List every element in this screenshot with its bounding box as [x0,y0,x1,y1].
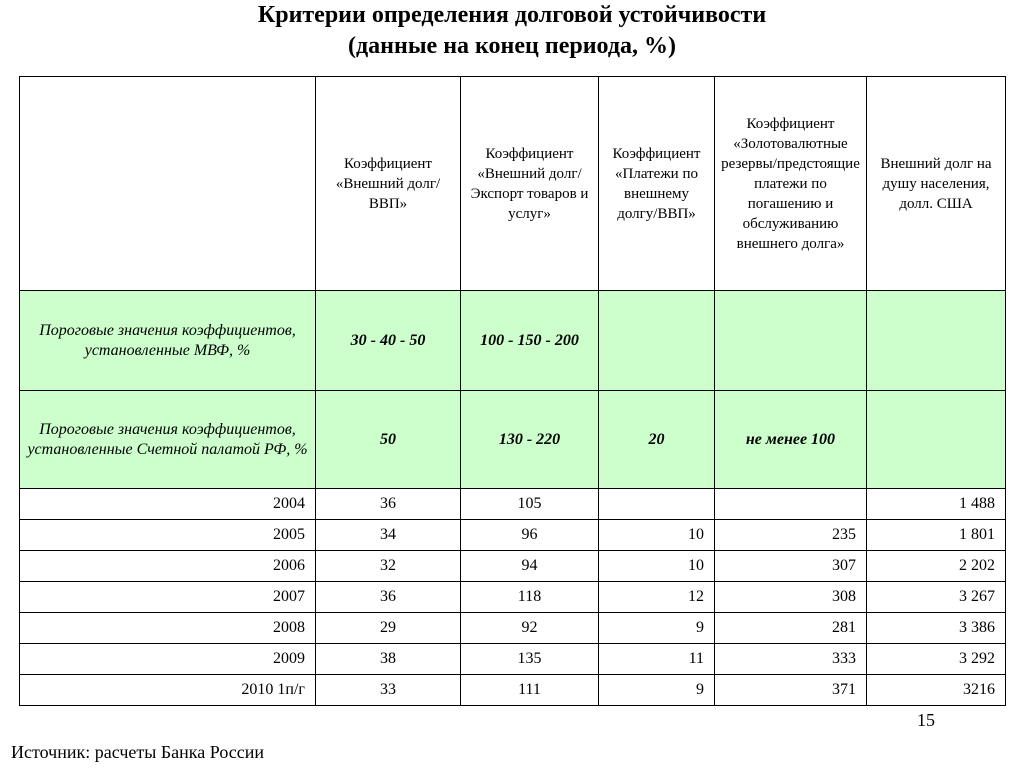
year-cell: 2007 [20,582,316,613]
header-cell: Коэффициент «Золотовалютные резервы/предстоящие платежи по погашению и обслуживанию внешнего долга» [715,77,867,291]
year-cell: 2010 1п/г [20,675,316,706]
year-cell: 2005 [20,520,316,551]
year-cell: 2008 [20,613,316,644]
table-row [20,551,1006,582]
table-cell: 36 [316,489,461,520]
header-cell: Коэффициент «Внешний долг/Экспорт товаров и услуг» [461,77,599,291]
threshold-label: Пороговые значения коэффициентов, установленные Счетной палатой РФ, % [20,391,316,489]
table-cell: 1 488 [867,489,1006,520]
threshold-value: 130 - 220 [461,391,599,489]
table-cell: 96 [461,520,599,551]
table-row [20,520,1006,551]
table-cell: 2 202 [867,551,1006,582]
table-cell: 371 [715,675,867,706]
table-cell: 11 [599,644,715,675]
threshold-value: 50 [316,391,461,489]
debt-criteria-table [19,76,1006,706]
table-cell: 111 [461,675,599,706]
table-cell: 36 [316,582,461,613]
threshold-value: 30 - 40 - 50 [316,291,461,391]
table-cell: 307 [715,551,867,582]
table-cell: 3 267 [867,582,1006,613]
threshold-value [715,291,867,391]
table-cell: 92 [461,613,599,644]
title-line-1: Критерии определения долговой устойчивости [257,2,767,28]
year-cell: 2006 [20,551,316,582]
threshold-value: 100 - 150 - 200 [461,291,599,391]
table-row [20,613,1006,644]
table-header-row [20,77,1006,291]
source-note: Источник: расчеты Банка России [11,742,265,762]
threshold-row-imf [20,291,1006,391]
table-row [20,582,1006,613]
table-cell: 118 [461,582,599,613]
threshold-label: Пороговые значения коэффициентов, установленные МВФ, % [20,291,316,391]
table-cell: 33 [316,675,461,706]
table-cell: 281 [715,613,867,644]
header-cell: Коэффициент «Внешний долг/ВВП» [316,77,461,291]
threshold-row-audit-chamber [20,391,1006,489]
year-cell: 2009 [20,644,316,675]
table-cell: 333 [715,644,867,675]
table-cell: 29 [316,613,461,644]
table-cell: 12 [599,582,715,613]
table-cell: 3216 [867,675,1006,706]
table-cell: 38 [316,644,461,675]
table-cell [715,489,867,520]
threshold-value [867,391,1006,489]
table-cell [599,489,715,520]
threshold-value: 20 [599,391,715,489]
table-cell: 94 [461,551,599,582]
table-cell: 308 [715,582,867,613]
table-cell: 135 [461,644,599,675]
header-cell [20,77,316,291]
table-cell: 9 [599,613,715,644]
header-cell: Внешний долг на душу населения, долл. США [867,77,1006,291]
year-cell: 2004 [20,489,316,520]
table-cell: 10 [599,551,715,582]
threshold-value: не менее 100 [715,391,867,489]
title-line-2: (данные на конец периода, %) [348,33,676,59]
table-cell: 235 [715,520,867,551]
table-cell: 3 292 [867,644,1006,675]
table-row [20,644,1006,675]
table-cell: 3 386 [867,613,1006,644]
table-cell: 1 801 [867,520,1006,551]
table-row [20,675,1006,706]
threshold-value [867,291,1006,391]
table-cell: 34 [316,520,461,551]
threshold-value [599,291,715,391]
header-cell: Коэффициент «Платежи по внешнему долгу/ВВП» [599,77,715,291]
table-cell: 105 [461,489,599,520]
page-title [0,0,1024,62]
table-cell: 10 [599,520,715,551]
page-number: 15 [917,710,935,730]
table-row [20,489,1006,520]
table-cell: 32 [316,551,461,582]
table-cell: 9 [599,675,715,706]
